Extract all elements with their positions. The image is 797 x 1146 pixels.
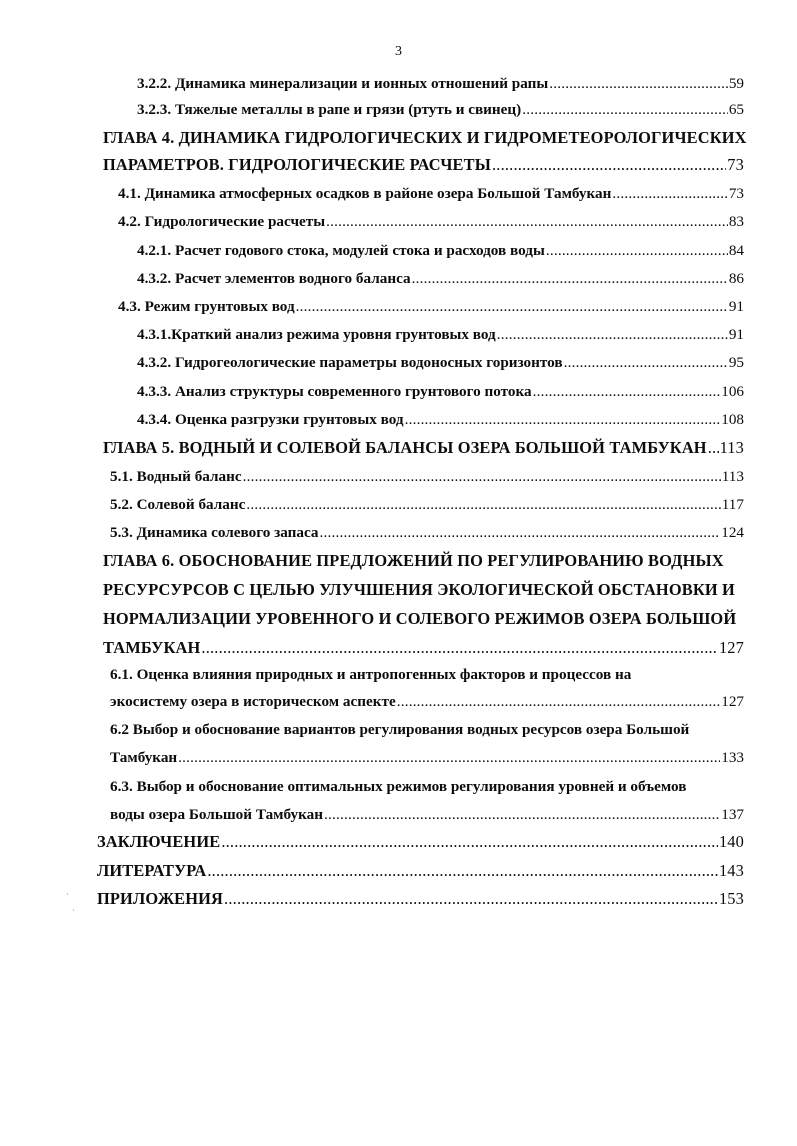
toc-page: 91 bbox=[728, 326, 744, 343]
toc-chapter-4[interactable] bbox=[103, 124, 747, 178]
leader-dots bbox=[549, 71, 728, 97]
toc-label-line: 6.3. Выбор и обоснование оптимальных режимов регулирования уровней и объемов bbox=[110, 778, 687, 795]
toc-entry[interactable] bbox=[110, 661, 744, 715]
leader-dots bbox=[246, 492, 720, 518]
toc-label: Тамбукан bbox=[110, 749, 178, 766]
toc-label-line: НОРМАЛИЗАЦИИ УРОВЕННОГО И СОЛЕВОГО РЕЖИМОВ ОЗЕРА БОЛЬШОЙ bbox=[103, 609, 737, 628]
toc-page: 127 bbox=[718, 638, 744, 657]
toc-label: ЗАКЛЮЧЕНИЕ bbox=[97, 832, 221, 851]
leader-dots bbox=[564, 350, 728, 376]
leader-dots bbox=[224, 886, 718, 912]
leader-dots bbox=[412, 266, 728, 292]
toc-label: ЛИТЕРАТУРА bbox=[97, 861, 207, 880]
toc-conclusion[interactable] bbox=[97, 829, 744, 855]
toc-entry[interactable] bbox=[110, 716, 744, 772]
toc-entry[interactable] bbox=[110, 520, 744, 546]
toc-label: ГЛАВА 5. ВОДНЫЙ И СОЛЕВОЙ БАЛАНСЫ ОЗЕРА БОЛЬШОЙ ТАМБУКАН bbox=[103, 438, 707, 457]
leader-dots bbox=[405, 407, 721, 433]
toc-entry[interactable] bbox=[118, 181, 744, 207]
toc-label: 4.3.1.Краткий анализ режима уровня грунтовых вод bbox=[137, 326, 496, 343]
toc-page: 143 bbox=[718, 861, 744, 880]
toc-label: ПАРАМЕТРОВ. ГИДРОЛОГИЧЕСКИЕ РАСЧЕТЫ bbox=[103, 155, 491, 174]
leader-dots bbox=[178, 744, 720, 772]
toc-label: 4.3.4. Оценка разгрузки грунтовых вод bbox=[137, 411, 404, 428]
toc-label: 4.3.2. Гидрогеологические параметры водоносных горизонтов bbox=[137, 354, 563, 371]
toc-literature[interactable] bbox=[97, 858, 744, 884]
toc-page: 106 bbox=[721, 383, 744, 400]
toc-page: 117 bbox=[721, 496, 744, 513]
leader-dots bbox=[221, 829, 718, 855]
leader-dots bbox=[397, 688, 721, 715]
toc-entry[interactable] bbox=[118, 294, 744, 320]
scan-speck: · bbox=[72, 906, 75, 915]
scan-speck: · bbox=[66, 890, 69, 899]
toc-chapter-5[interactable] bbox=[103, 435, 744, 461]
toc-label-line: РЕСУРСУРСОВ С ЦЕЛЬЮ УЛУЧШЕНИЯ ЭКОЛОГИЧЕСКОЙ ОБСТАНОВКИ И bbox=[103, 580, 735, 599]
toc-page: 140 bbox=[718, 832, 744, 851]
leader-dots bbox=[533, 379, 721, 405]
toc-label: 4.3.3. Анализ структуры современного грунтового потока bbox=[137, 383, 532, 400]
leader-dots bbox=[497, 322, 728, 348]
toc-label: экосистему озера в историческом аспекте bbox=[110, 693, 396, 710]
toc-label: воды озера Большой Тамбукан bbox=[110, 806, 323, 823]
toc-entry[interactable] bbox=[137, 71, 744, 97]
toc-page: 124 bbox=[721, 524, 744, 541]
toc-page: 108 bbox=[721, 411, 744, 428]
toc-label-line: ГЛАВА 6. ОБОСНОВАНИЕ ПРЕДЛОЖЕНИЙ ПО РЕГУЛИРОВАНИЮ ВОДНЫХ bbox=[103, 551, 724, 570]
toc-label: ПРИЛОЖЕНИЯ bbox=[97, 889, 224, 908]
leader-dots bbox=[326, 209, 728, 235]
toc-label: 5.3. Динамика солевого запаса bbox=[110, 524, 319, 541]
toc-page: 73 bbox=[728, 185, 744, 202]
leader-dots bbox=[324, 801, 720, 829]
leader-dots bbox=[320, 520, 721, 546]
toc-page: 73 bbox=[727, 155, 744, 174]
toc-label: 4.2. Гидрологические расчеты bbox=[118, 213, 326, 230]
toc-label: 5.1. Водный баланс bbox=[110, 468, 242, 485]
toc-label: 3.2.3. Тяжелые металлы в рапе и грязи (ртуть и свинец) bbox=[137, 101, 522, 118]
toc-label: 4.1. Динамика атмосферных осадков в районе озера Большой Тамбукан bbox=[118, 185, 612, 202]
toc-label-line: ГЛАВА 4. ДИНАМИКА ГИДРОЛОГИЧЕСКИХ И ГИДРОМЕТЕОРОЛОГИЧЕСКИХ bbox=[103, 128, 747, 147]
leader-dots bbox=[522, 97, 728, 123]
toc-entry[interactable] bbox=[137, 238, 744, 264]
toc-page: 153 bbox=[718, 889, 744, 908]
toc-label: 5.2. Солевой баланс bbox=[110, 496, 246, 513]
toc-entry[interactable] bbox=[118, 209, 744, 235]
leader-dots bbox=[201, 633, 718, 662]
leader-dots bbox=[546, 238, 728, 264]
toc-page: 127 bbox=[721, 693, 744, 710]
toc-entry[interactable] bbox=[137, 322, 744, 348]
toc-page: 84 bbox=[728, 242, 744, 259]
toc-label-line: 6.2 Выбор и обоснование вариантов регулирования водных ресурсов озера Большой bbox=[110, 721, 690, 738]
toc-entry[interactable] bbox=[137, 407, 744, 433]
toc-entry[interactable] bbox=[137, 379, 744, 405]
leader-dots bbox=[207, 858, 718, 884]
toc-chapter-6[interactable] bbox=[103, 546, 744, 662]
toc-appendices[interactable] bbox=[97, 886, 744, 912]
toc-entry[interactable] bbox=[137, 97, 744, 123]
toc-page: 113 bbox=[719, 438, 744, 457]
toc-label: 4.3.2. Расчет элементов водного баланса bbox=[137, 270, 411, 287]
leader-dots bbox=[492, 151, 726, 178]
toc-entry[interactable] bbox=[137, 350, 744, 376]
toc-page: 95 bbox=[728, 354, 744, 371]
toc-page: 113 bbox=[721, 468, 744, 485]
toc-label: 4.2.1. Расчет годового стока, модулей стока и расходов воды bbox=[137, 242, 545, 259]
toc-label: 3.2.2. Динамика минерализации и ионных отношений рапы bbox=[137, 75, 549, 92]
leader-dots bbox=[612, 181, 727, 207]
toc-entry[interactable] bbox=[137, 266, 744, 292]
toc-label: ТАМБУКАН bbox=[103, 638, 201, 657]
toc-page: 133 bbox=[721, 749, 744, 766]
toc-label: 4.3. Режим грунтовых вод bbox=[118, 298, 295, 315]
toc-page: 137 bbox=[721, 806, 744, 823]
page-number: 3 bbox=[395, 44, 402, 59]
toc-page: 86 bbox=[728, 270, 744, 287]
leader-dots bbox=[296, 294, 728, 320]
leader-dots bbox=[708, 435, 719, 461]
toc-page: 59 bbox=[728, 75, 744, 92]
toc-entry[interactable] bbox=[110, 492, 744, 518]
toc-page: 65 bbox=[728, 101, 744, 118]
leader-dots bbox=[243, 464, 721, 490]
toc-page: 83 bbox=[728, 213, 744, 230]
toc-entry[interactable] bbox=[110, 773, 744, 829]
toc-label-line: 6.1. Оценка влияния природных и антропогенных факторов и процессов на bbox=[110, 666, 632, 683]
toc-page: 91 bbox=[728, 298, 744, 315]
toc-entry[interactable] bbox=[110, 464, 744, 490]
